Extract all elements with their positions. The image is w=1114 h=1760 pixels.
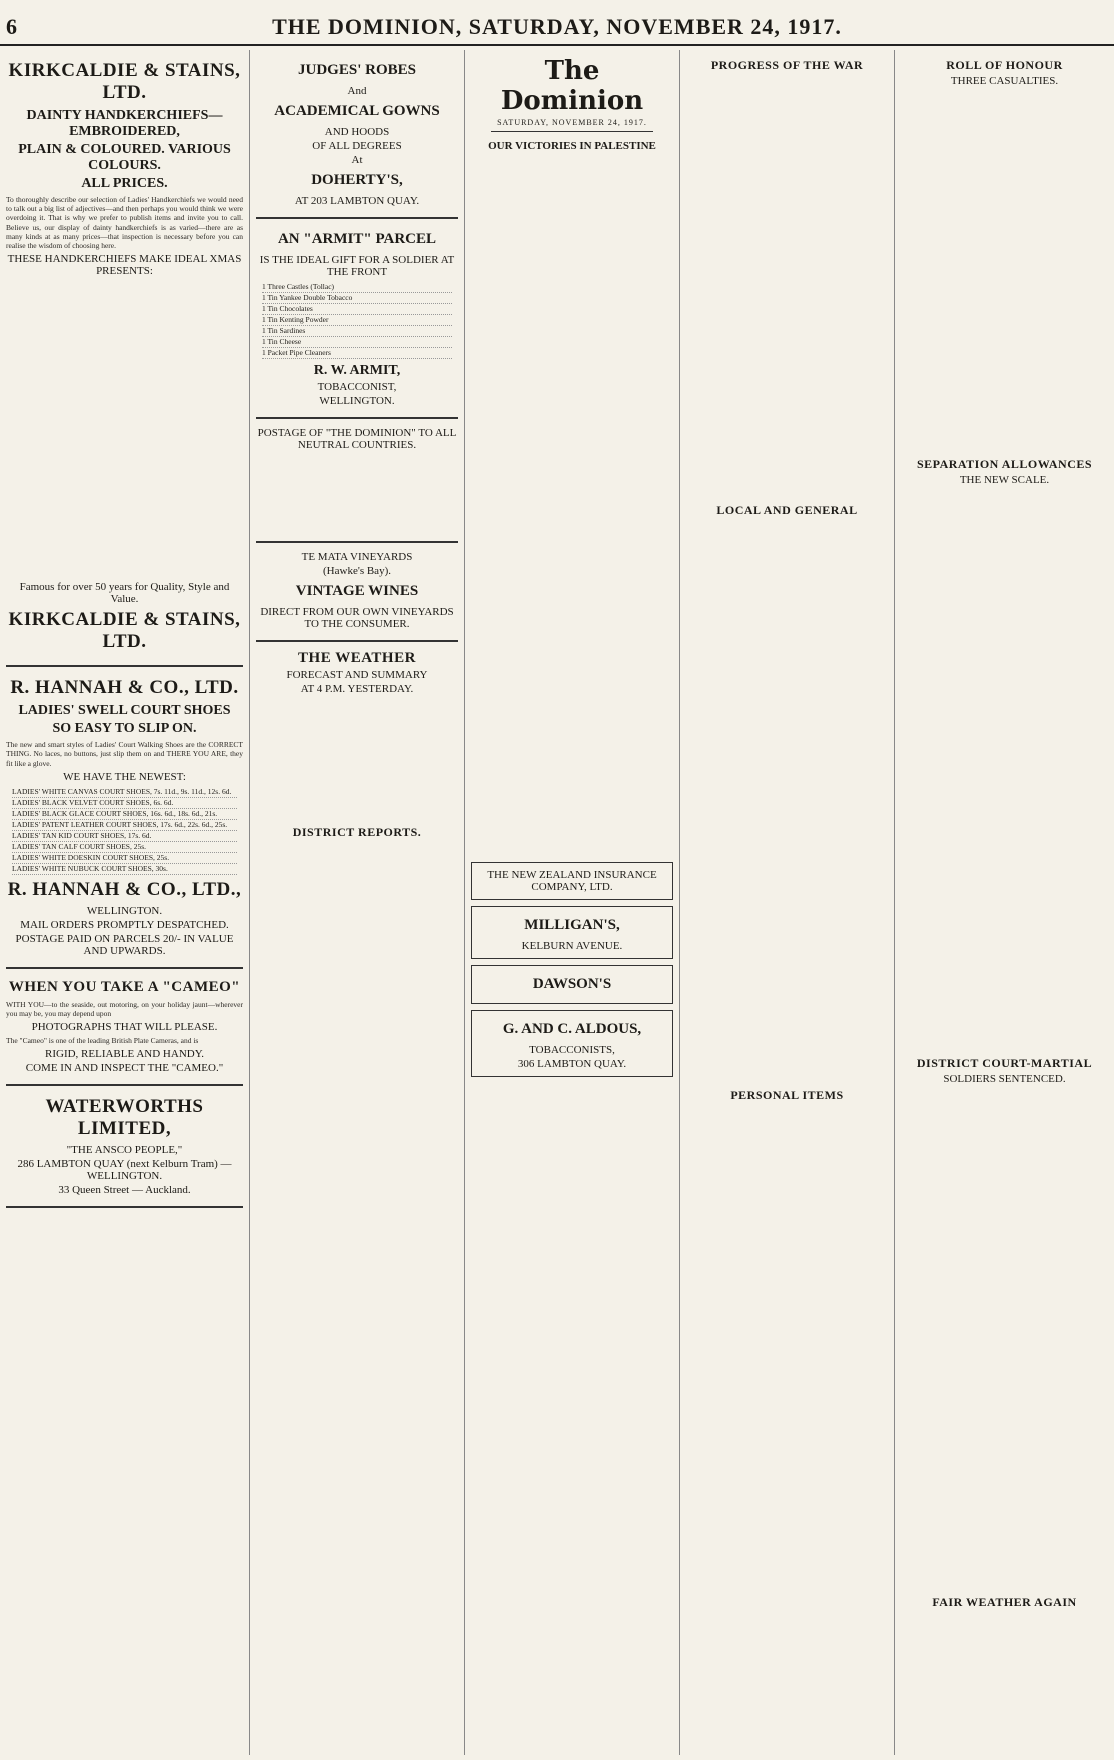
hannah-mail: MAIL ORDERS PROMPTLY DESPATCHED. xyxy=(20,918,229,931)
columns xyxy=(0,50,1114,1755)
kirkcaldie-ad xyxy=(6,50,243,667)
cameo-invite: COME IN AND INSPECT THE "CAMEO." xyxy=(25,1062,224,1075)
dominion-flag: The Dominion xyxy=(500,56,644,116)
postage-notice xyxy=(256,419,458,543)
kirk-sub2: PLAIN & COLOURED. VARIOUS COLOURS. xyxy=(18,142,231,173)
doherty-addr: AT 203 LAMBTON QUAY. xyxy=(294,195,420,207)
leader-head: OUR VICTORIES IN PALESTINE xyxy=(488,140,656,152)
soldiers: SOLDIERS SENTENCED. xyxy=(943,1073,1066,1085)
kirk-sub1: DAINTY HANDKERCHIEFS—EMBROIDERED, xyxy=(26,108,223,139)
te-mata-ad xyxy=(256,543,458,642)
column-5 xyxy=(895,50,1114,1755)
roll-head: ROLL OF HONOUR xyxy=(946,58,1063,72)
vintage: VINTAGE WINES xyxy=(295,583,419,599)
local-head: LOCAL AND GENERAL xyxy=(716,503,858,517)
progress-body xyxy=(686,75,888,495)
kirk-price-list xyxy=(6,279,243,579)
newscale: THE NEW SCALE. xyxy=(959,474,1050,486)
aldous-addr: 306 LAMBTON QUAY. xyxy=(517,1058,627,1070)
milligan: MILLIGAN'S, xyxy=(524,917,620,933)
judges-head: JUDGES' ROBES xyxy=(298,62,416,78)
milligan-ad xyxy=(471,906,673,959)
postage-body xyxy=(256,453,458,533)
column-2 xyxy=(250,50,465,1755)
weather-body xyxy=(256,697,458,817)
armit-name: R. W. ARMIT, xyxy=(313,363,401,378)
divider xyxy=(491,131,653,132)
local-body xyxy=(686,520,888,1080)
dawson-ad xyxy=(471,965,673,1004)
armit-items xyxy=(262,282,452,359)
list-item: 1 Packet Pipe Cleaners xyxy=(262,348,452,359)
hannah-sub2: SO EASY TO SLIP ON. xyxy=(52,721,197,737)
list-item: LADIES' BLACK GLACE COURT SHOES, 16s. 6d., 18s. 6d., 21s. xyxy=(12,809,237,820)
hannah-footer: R. HANNAH & CO., LTD., xyxy=(7,878,242,900)
cameo-head: WHEN YOU TAKE A "CAMEO" xyxy=(8,978,241,995)
roll-body xyxy=(901,89,1108,449)
weather-time: AT 4 P.M. YESTERDAY. xyxy=(300,683,414,695)
separation-body xyxy=(901,488,1108,1048)
judges-and: And xyxy=(347,85,367,97)
page-header xyxy=(0,8,1114,46)
armit-sub: IS THE IDEAL GIFT FOR A SOLDIER AT THE FRONT xyxy=(259,254,455,278)
dawson: DAWSON'S xyxy=(532,976,612,992)
hannah-head: R. HANNAH & CO., LTD. xyxy=(10,677,239,699)
separation-head: SEPARATION ALLOWANCES xyxy=(916,457,1093,471)
kirk-footer-name: KIRKCALDIE & STAINS, LTD. xyxy=(8,609,241,653)
cameo-photos: PHOTOGRAPHS THAT WILL PLEASE. xyxy=(31,1021,218,1034)
kirk-sub3: ALL PRICES. xyxy=(81,176,168,191)
cameo-desc: The "Cameo" is one of the leading British Plate Cameras, and is xyxy=(6,1036,199,1046)
vintage-sub: DIRECT FROM OUR OWN VINEYARDS TO THE CONSUMER. xyxy=(260,606,454,630)
degrees: OF ALL DEGREES xyxy=(312,140,402,152)
list-item: 1 Tin Yankee Double Tobacco xyxy=(262,293,452,304)
hannah-items xyxy=(12,787,237,875)
aldous: G. AND C. ALDOUS, xyxy=(502,1021,642,1037)
hannah-ad xyxy=(6,667,243,969)
list-item: LADIES' PATENT LEATHER COURT SHOES, 17s. 6d., 22s. 6d., 25s. xyxy=(12,820,237,831)
list-item: LADIES' WHITE DOESKIN COURT SHOES, 25s. xyxy=(12,853,237,864)
hannah-postage: POSTAGE PAID ON PARCELS 20/- IN VALUE AND UPWARDS. xyxy=(15,932,234,957)
weather-sub: FORECAST AND SUMMARY xyxy=(286,669,428,681)
page-number: 6 xyxy=(6,14,17,39)
column-1 xyxy=(0,50,250,1755)
page-title: THE DOMINION, SATURDAY, NOVEMBER 24, 1917. xyxy=(272,14,842,39)
weather-head: THE WEATHER xyxy=(298,650,416,666)
leader-body xyxy=(471,156,673,856)
water-addr: 286 LAMBTON QUAY (next Kelburn Tram) — WELLINGTON. xyxy=(17,1158,232,1183)
armit-trade: TOBACCONIST, xyxy=(317,381,397,393)
list-item: 1 Tin Cheese xyxy=(262,337,452,348)
hannah-town: WELLINGTON. xyxy=(86,904,163,917)
list-item: LADIES' WHITE NUBUCK COURT SHOES, 30s. xyxy=(12,864,237,875)
postage-head: POSTAGE OF "THE DOMINION" TO ALL NEUTRAL COUNTRIES. xyxy=(257,427,457,451)
list-item: LADIES' TAN CALF COURT SHOES, 25s. xyxy=(12,842,237,853)
water-addr2: 33 Queen Street — Auckland. xyxy=(58,1184,191,1197)
column-4 xyxy=(680,50,895,1755)
gowns: ACADEMICAL GOWNS xyxy=(274,103,440,119)
armit-town: WELLINGTON. xyxy=(319,395,395,407)
district-body xyxy=(256,842,458,1362)
fair-head: FAIR WEATHER AGAIN xyxy=(932,1595,1077,1609)
hannah-have: WE HAVE THE NEWEST: xyxy=(63,770,186,783)
column-3 xyxy=(465,50,680,1755)
personal-body xyxy=(686,1105,888,1705)
vineyards-loc: (Hawke's Bay). xyxy=(323,565,391,577)
trust-head: THE NEW ZEALAND INSURANCE COMPANY, LTD. xyxy=(487,869,657,893)
cameo-ad xyxy=(6,969,243,1087)
kirk-footer: Famous for over 50 years for Quality, Style and Value. xyxy=(19,581,230,606)
water-head: WATERWORTHS LIMITED, xyxy=(45,1096,204,1140)
armit-ad xyxy=(256,219,458,419)
at: At xyxy=(351,154,363,166)
milligan-addr: KELBURN AVENUE. xyxy=(521,940,623,952)
cameo-body: WITH YOU—to the seaside, out motoring, on your holiday jaunt—wherever you may be, you may depend upon xyxy=(6,999,243,1019)
insurance-ad xyxy=(471,862,673,900)
list-item: 1 Tin Sardines xyxy=(262,326,452,337)
list-item: LADIES' BLACK VELVET COURT SHOES, 6s. 6d. xyxy=(12,798,237,809)
casualties: THREE CASUALTIES. xyxy=(950,75,1059,87)
personal-head: PERSONAL ITEMS xyxy=(730,1088,844,1102)
progress-head: PROGRESS OF THE WAR xyxy=(710,58,864,72)
court-body xyxy=(901,1087,1108,1587)
vineyards: TE MATA VINEYARDS xyxy=(301,551,413,563)
list-item: 1 Three Castles (Tollac) xyxy=(262,282,452,293)
waterworths-ad xyxy=(6,1086,243,1208)
doherty-ad xyxy=(256,50,458,219)
district-reports: DISTRICT REPORTS. xyxy=(292,825,422,839)
doherty: DOHERTY'S, xyxy=(311,172,403,188)
list-item: 1 Tin Kenting Powder xyxy=(262,315,452,326)
kirk-head: KIRKCALDIE & STAINS, LTD. xyxy=(8,60,241,103)
kirk-xmas: THESE HANDKERCHIEFS MAKE IDEAL XMAS PRESENTS: xyxy=(7,253,242,278)
kirk-body: To thoroughly describe our selection of Ladies' Handkerchiefs we would need to talk out a big list of adjectives—and then perhaps you would think we were overdoing it. That is why we prefer to publish items and invite you to call. Believe us, our display of dainty handkerchiefs is as varied—there are as many kinds at as many prices—that inspection is necessary before you can realise the wisdom of choosing here. xyxy=(6,195,243,251)
classified-ads xyxy=(6,1208,243,1488)
list-item: LADIES' TAN KID COURT SHOES, 17s. 6d. xyxy=(12,831,237,842)
list-item: LADIES' WHITE CANVAS COURT SHOES, 7s. 11d., 9s. 11d., 12s. 6d. xyxy=(12,787,237,798)
water-sub: "THE ANSCO PEOPLE," xyxy=(66,1144,183,1157)
aldous-ad xyxy=(471,1010,673,1077)
list-item: 1 Tin Chocolates xyxy=(262,304,452,315)
cameo-rigid: RIGID, RELIABLE AND HANDY. xyxy=(45,1048,204,1061)
hannah-body: The new and smart styles of Ladies' Court Walking Shoes are the CORRECT THING. No laces, no buttons, just slip them on and THERE YOU ARE, they fit like a glove. xyxy=(6,740,243,768)
aldous-trade: TOBACCONISTS, xyxy=(529,1044,615,1056)
court-head: DISTRICT COURT-MARTIAL xyxy=(916,1056,1093,1070)
hoods: AND HOODS xyxy=(324,126,390,138)
armit-head: AN "ARMIT" PARCEL xyxy=(277,231,437,247)
dateline: SATURDAY, NOVEMBER 24, 1917. xyxy=(497,118,647,127)
hannah-sub1: LADIES' SWELL COURT SHOES xyxy=(18,703,231,719)
